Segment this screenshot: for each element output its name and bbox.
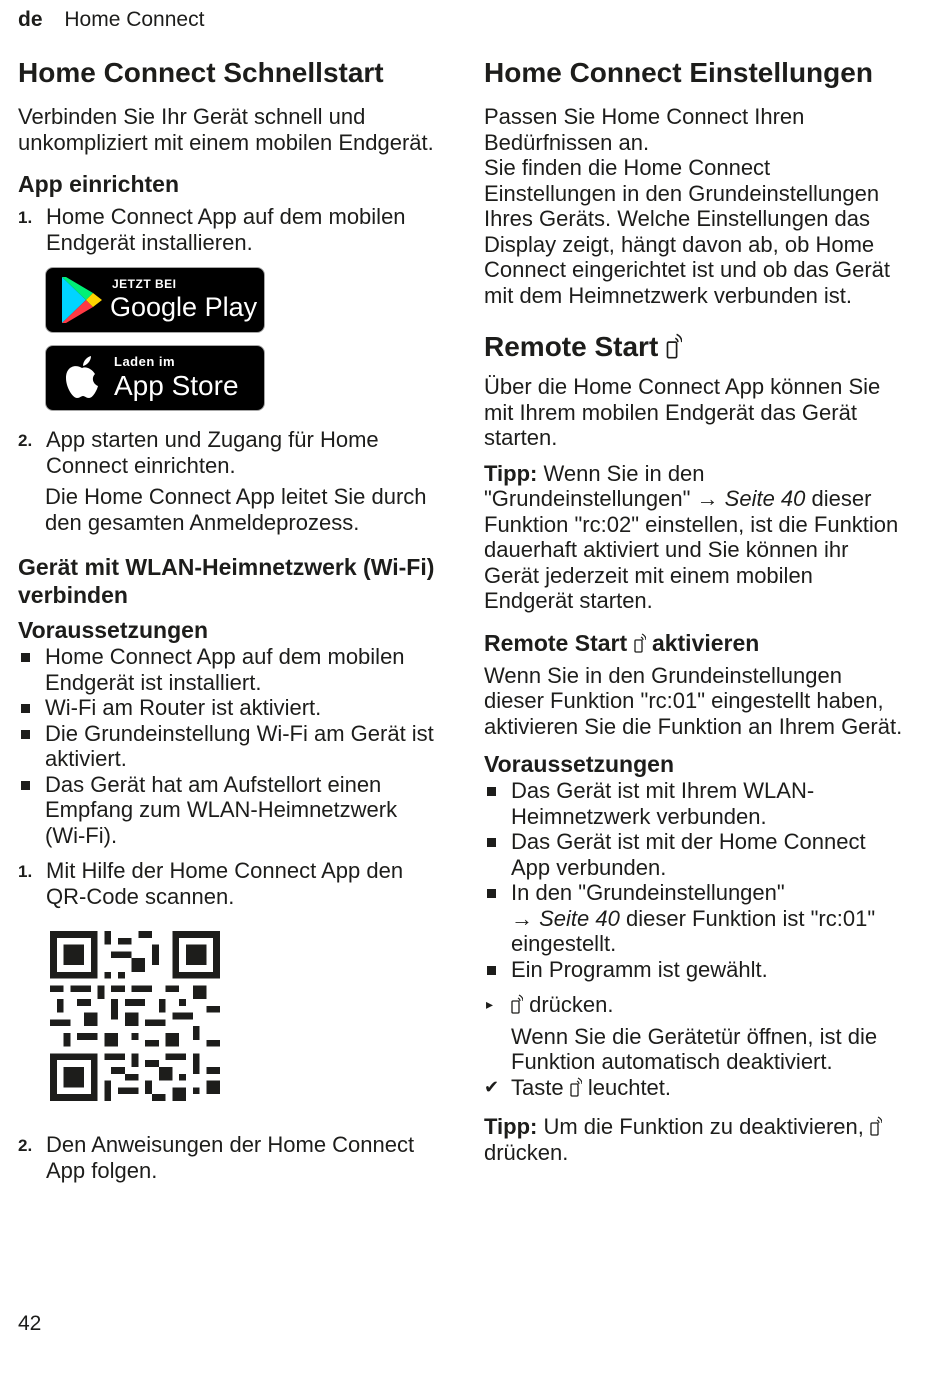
step-text: App starten und Zugang für Home Connect einrichten. — [46, 427, 379, 478]
wifi-step-1 — [18, 858, 438, 909]
heading-text: aktivieren — [651, 629, 760, 656]
list-item: Ein Programm ist gewählt. — [484, 957, 904, 983]
step-text: Den Anweisungen der Home Connect App folgen. — [46, 1132, 415, 1183]
settings-heading: Home Connect Einstellungen — [484, 57, 873, 88]
tip-text: drücken. — [484, 1139, 569, 1165]
tip-deactivate — [484, 1114, 904, 1165]
app-setup-heading: App einrichten — [18, 171, 180, 197]
step-text: Mit Hilfe der Home Connect App den QR-Code scannen. — [46, 858, 404, 909]
remote-start-activate-heading — [484, 630, 904, 657]
google-badge-big-text: Google Play — [110, 292, 258, 322]
heading-text: Remote Start — [484, 629, 628, 656]
remote-start-icon — [666, 333, 682, 359]
check-icon: ✔ — [484, 1076, 500, 1097]
app-step-1 — [18, 204, 438, 255]
app-store-small-text: Laden im — [114, 354, 176, 369]
prerequisites-list — [484, 778, 904, 982]
list-item: Die Grundeinstellung Wi-Fi am Gerät ist aktiviert. — [18, 721, 438, 772]
step-number: 1. — [18, 862, 33, 881]
prerequisites-heading: Voraussetzungen — [18, 617, 208, 643]
settings-description: Sie finden die Home Connect Einstellungen in den Grundeinstellungen Ihres Geräts. Welche Einstellungen das Display zeigt, hängt davon ab, ob Home Connect eingerichtet ist und ob das Gerät mit dem Heimnetzwerk verbunden ist. — [484, 155, 891, 308]
tip-text: Um die Funktion zu deaktivieren, — [543, 1114, 864, 1139]
tip-label: Tipp: — [484, 460, 538, 486]
remote-start-description: Über die Home Connect App können Sie mit Ihrem mobilen Endgerät das Gerät starten. — [484, 374, 881, 450]
arrow-icon: → — [696, 486, 719, 511]
tip-permanent — [484, 461, 904, 614]
right-column — [484, 56, 904, 1175]
remote-start-title: Remote Start — [484, 331, 659, 362]
list-item: Das Gerät ist mit der Home Connect App verbunden. — [484, 829, 904, 880]
remote-start-icon — [511, 994, 523, 1014]
action-step — [484, 992, 904, 1018]
activate-description: Wenn Sie in den Grundeinstellungen dieser Funktion "rc:01" eingestellt haben, aktivieren Sie die Funktion an Ihrem Gerät. — [484, 662, 903, 739]
action-note: Wenn Sie die Gerätetür öffnen, ist die Funktion automatisch deaktiviert. — [511, 1023, 878, 1074]
google-play-badge[interactable] — [45, 267, 265, 333]
list-item: Home Connect App auf dem mobilen Endgerät ist installiert. — [18, 644, 438, 695]
list-item: Wi-Fi am Router ist aktiviert. — [18, 695, 438, 721]
result-text: leuchtet. — [587, 1074, 672, 1100]
list-text: In den "Grundeinstellungen" — [511, 880, 785, 905]
action-marker: ▸ — [486, 996, 494, 1012]
step-text: Home Connect App auf dem mobilen Endgerät installieren. — [46, 204, 406, 255]
list-item: Das Gerät hat am Aufstellort einen Empfang zum WLAN-Heimnetzwerk (Wi-Fi). — [18, 772, 438, 849]
remote-start-icon — [634, 633, 646, 653]
app-store-badge[interactable] — [45, 345, 265, 411]
qr-code-icon — [50, 931, 220, 1101]
left-column — [18, 56, 438, 1191]
action-text: drücken. — [529, 992, 614, 1017]
page-reference-link[interactable]: Seite 40 — [539, 905, 620, 931]
page-header — [18, 8, 204, 32]
app-step-2 — [18, 427, 438, 478]
prerequisites-heading: Voraussetzungen — [484, 751, 674, 777]
remote-start-icon — [570, 1077, 582, 1097]
step-number: 2. — [18, 1136, 33, 1155]
step-number: 1. — [18, 208, 33, 227]
wifi-heading: Gerät mit WLAN-Heimnetzwerk (Wi-Fi) verbinden — [18, 554, 435, 608]
app-step-2-note: Die Home Connect App leitet Sie durch den gesamten Anmeldeprozess. — [45, 484, 427, 535]
list-text: dieser Funktion ist "rc:01" eingestellt. — [511, 905, 876, 956]
google-play-logo-icon — [60, 275, 104, 325]
page-reference-link[interactable]: Seite 40 — [724, 486, 806, 511]
step-number: 2. — [18, 431, 33, 450]
list-item — [484, 880, 904, 957]
apple-logo-icon — [62, 354, 102, 400]
quickstart-heading: Home Connect Schnellstart — [18, 57, 384, 88]
app-store-big-text: App Store — [114, 370, 239, 401]
list-item: Das Gerät ist mit Ihrem WLAN-Heimnetzwerk verbunden. — [484, 778, 904, 829]
header-title: Home Connect — [64, 8, 205, 31]
language-code: de — [18, 8, 43, 31]
arrow-icon: → — [511, 905, 533, 931]
result-text: Taste — [511, 1074, 564, 1100]
wifi-step-2 — [18, 1132, 438, 1183]
remote-start-heading — [484, 330, 904, 364]
prerequisites-list — [18, 644, 438, 848]
tip-text: dieser Funktion "rc:02" einstellen, ist die Funktion dauerhaft aktiviert und Sie können ihr Gerät jederzeit mit einem mobilen Endgerät starten. — [484, 486, 899, 613]
tip-text: Wenn Sie in den "Grundeinstellungen" — [484, 460, 705, 511]
settings-intro: Passen Sie Home Connect Ihren Bedürfnissen an. — [484, 104, 805, 155]
result-step — [484, 1075, 904, 1101]
page-number: 42 — [18, 1312, 42, 1335]
remote-start-icon — [870, 1116, 882, 1136]
tip-label: Tipp: — [484, 1114, 538, 1139]
quickstart-intro: Verbinden Sie Ihr Gerät schnell und unkompliziert mit einem mobilen Endgerät. — [18, 104, 434, 155]
google-badge-small-text: JETZT BEI — [112, 277, 177, 291]
